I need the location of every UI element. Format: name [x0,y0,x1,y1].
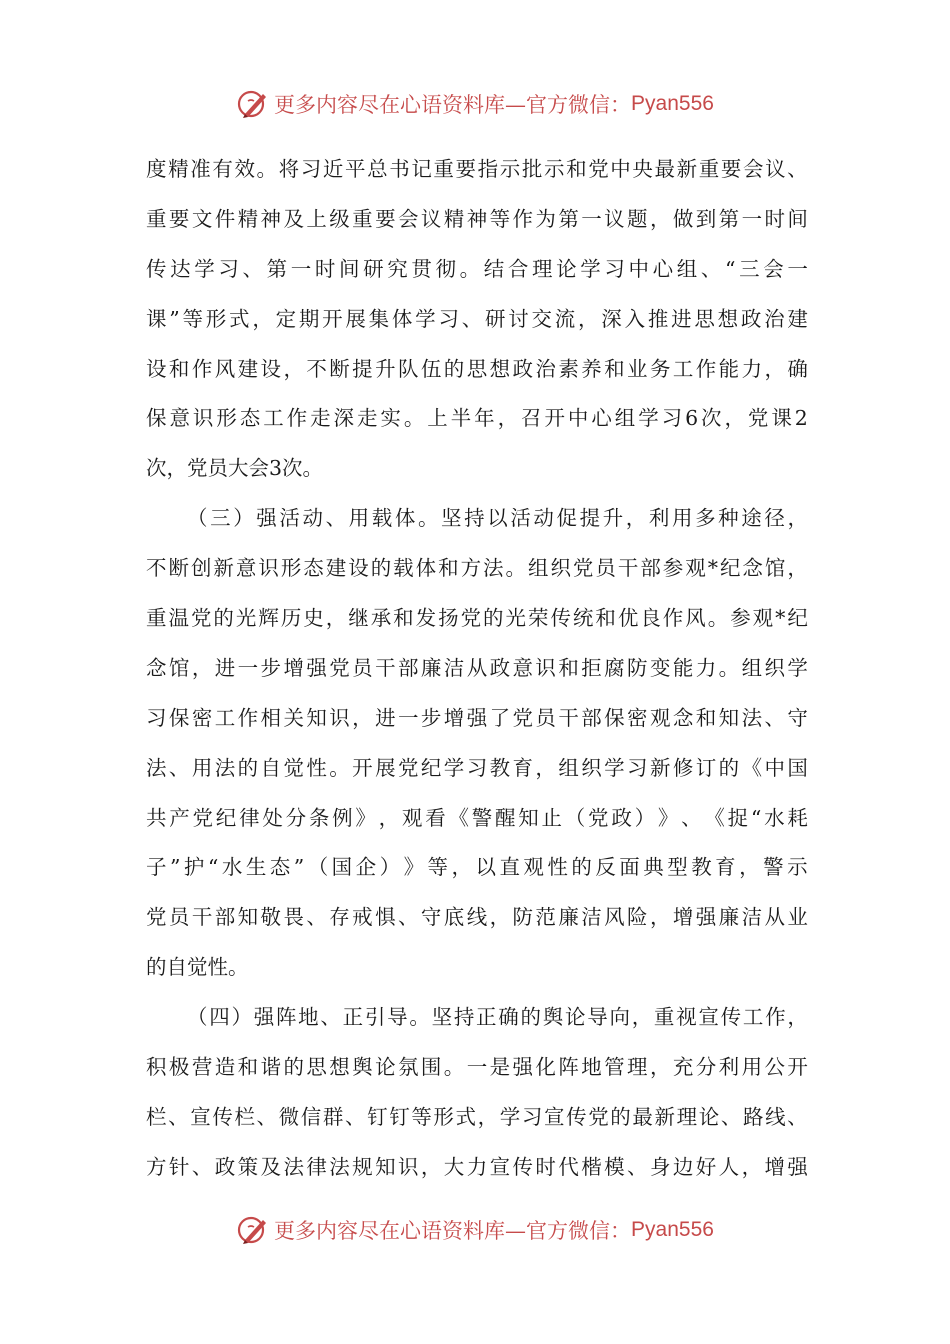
text-line: 党 员 干 部 知 敬 畏 、 存 戒 惧 、 守 底 线 ， 防 范 廉 洁 风 险 ， 增 强 廉 洁 从 业 [146,905,808,930]
header-banner-text: 更多内容尽在心语资料库—官方微信： [274,93,632,117]
paragraph-start-line: （ 四 ） 强 阵 地 、 正 引 导 。 坚 持 正 确 的 舆 论 导 向 ， 重 视 宣 传 工 作 ， [187,1005,808,1030]
text-line: 次，党员大会3次。 [146,456,324,481]
footer-banner [0,1210,950,1250]
header-banner [0,84,950,124]
text-line: 传 达 学 习 、 第 一 时 间 研 究 贯 彻 。 结 合 理 论 学 习 中 心 组 、 “ 三 会 一 [146,256,808,281]
footer-banner-text: 更多内容尽在心语资料库—官方微信： [274,1219,632,1243]
document-body [146,145,808,1193]
text-line: 重 要 文 件 精 神 及 上 级 重 要 会 议 精 神 等 作 为 第 一 议 题 ， 做 到 第 一 时 间 [146,206,808,231]
text-line: 的自觉性。 [146,955,249,980]
text-line: 设 和 作 风 建 设 ， 不 断 提 升 队 伍 的 思 想 政 治 素 养 和 业 务 工 作 能 力 ， 确 [146,356,808,381]
text-line: 保 意 识 形 态 工 作 走 深 走 实 。 上 半 年 ， 召 开 中 心 组 学 习 6 次 ， 党 课 2 [146,406,808,431]
paragraph-start-line: （ 三 ） 强 活 动 、 用 载 体 。 坚 持 以 活 动 促 提 升 ， 利 用 多 种 途 径 ， [187,506,808,531]
text-line: 不 断 创 新 意 识 形 态 建 设 的 载 体 和 方 法 。 组 织 党 员 干 部 参 观 * 纪 念 馆 ， [146,556,808,581]
header-banner-id: Pyan556 [631,92,714,115]
pen-logo-icon [236,1213,270,1247]
text-line: 课 ” 等 形 式 ， 定 期 开 展 集 体 学 习 、 研 讨 交 流 ， 深 入 推 进 思 想 政 治 建 [146,306,808,331]
text-line: 方 针 、 政 策 及 法 律 法 规 知 识 ， 大 力 宣 传 时 代 楷 模 、 身 边 好 人 ， 增 强 [146,1154,808,1179]
text-line: 重 温 党 的 光 辉 历 史 ， 继 承 和 发 扬 党 的 光 荣 传 统 和 优 良 作 风 。 参 观 * 纪 [146,606,808,631]
text-line: 共 产 党 纪 律 处 分 条 例 》 ， 观 看 《 警 醒 知 止 （ 党 政 ） 》 、 《 捉 “ 水 耗 [146,805,808,830]
footer-banner-id: Pyan556 [631,1218,714,1241]
text-line: 度 精 准 有 效 。 将 习 近 平 总 书 记 重 要 指 示 批 示 和 党 中 央 最 新 重 要 会 议 、 [146,157,808,181]
text-line: 习 保 密 工 作 相 关 知 识 ， 进 一 步 增 强 了 党 员 干 部 保 密 观 念 和 知 法 、 守 [146,705,808,730]
text-line: 念 馆 ， 进 一 步 增 强 党 员 干 部 廉 洁 从 政 意 识 和 拒 腐 防 变 能 力 。 组 织 学 [146,655,808,680]
text-line: 栏 、 宣 传 栏 、 微 信 群 、 钉 钉 等 形 式 ， 学 习 宣 传 党 的 最 新 理 论 、 路 线 、 [146,1104,808,1129]
text-line: 法 、 用 法 的 自 觉 性 。 开 展 党 纪 学 习 教 育 ， 组 织 学 习 新 修 订 的 《 中 国 [146,755,808,780]
pen-logo-icon [236,87,270,121]
text-line: 积 极 营 造 和 谐 的 思 想 舆 论 氛 围 。 一 是 强 化 阵 地 管 理 ， 充 分 利 用 公 开 [146,1055,808,1080]
text-line: 子 ” 护 “ 水 生 态 ” （ 国 企 ） 》 等 ， 以 直 观 性 的 反 面 典 型 教 育 ， 警 示 [146,855,808,880]
